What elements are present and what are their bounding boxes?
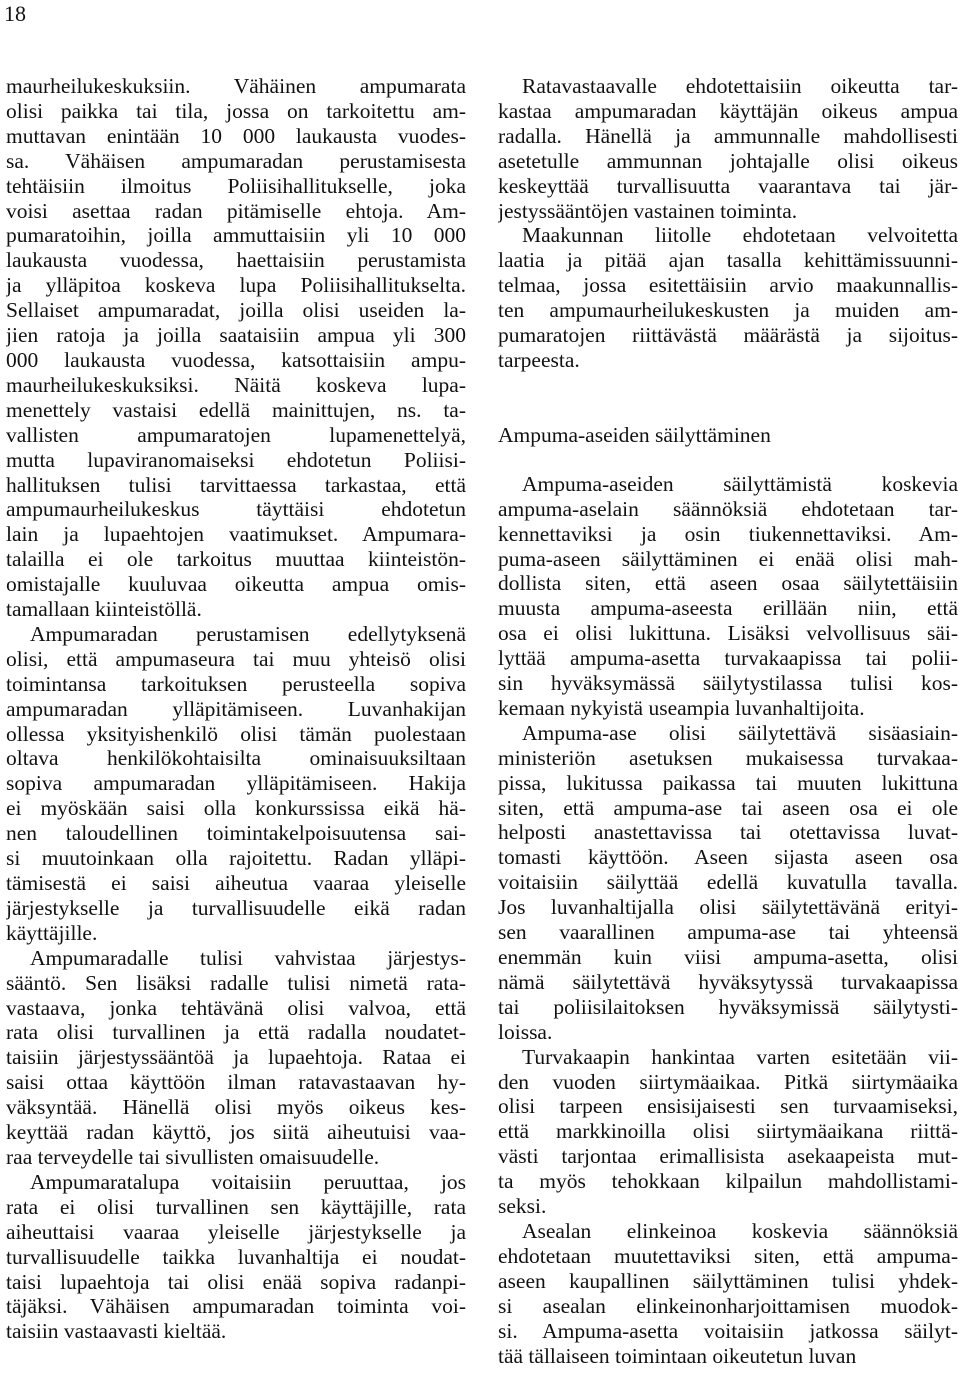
text-line: sopiva ampumaradan ylläpitämiseen. Hakija: [6, 771, 466, 796]
text-line: menettely vastaisi edellä mainittujen, ns. ta-: [6, 397, 466, 422]
text-line: aiheuttaisi vaaraa yleiselle järjestykselle ja: [6, 1219, 466, 1244]
section-heading-text: Ampuma-aseiden säilyttäminen: [498, 422, 771, 447]
text-line: sen vaarallinen ampuma-ase tai yhteensä: [498, 920, 958, 945]
text-line: den vuoden siirtymäaikaa. Pitkä siirtymäaika: [498, 1069, 958, 1094]
text-line: pumaratojen riittävästä määrästä ja sijoitus-: [498, 323, 958, 348]
text-line: muttavan enintään 10 000 laukausta vuodes-: [6, 123, 466, 148]
text-line: olisi paikka tai tila, jossa on tarkoitettu am-: [6, 98, 466, 123]
paragraph: [498, 1219, 958, 1368]
text-line: Ampumaradalle tulisi vahvistaa järjestys-: [30, 945, 466, 970]
text-line: keyttää radan käyttö, jos siitä aiheutuisi vaa-: [6, 1120, 466, 1145]
text-line: nen taloudellinen toimintakelpoisuutensa sai-: [6, 821, 466, 846]
text-line: ja ylläpitoa koskeva lupa Poliisihallitukselta.: [6, 273, 466, 298]
text-line: toimintansa tarkoituksen perusteella sopiva: [6, 671, 466, 696]
paragraph: [6, 74, 466, 622]
text-line: kemaan nykyistä useampia luvanhaltijoita.: [498, 695, 865, 720]
right-column: [498, 74, 958, 1368]
text-line: voisi asettaa radan pitämiselle ehtoja. Am-: [6, 198, 466, 223]
text-line: keskeyttää turvallisuutta vaarantava tai jär-: [498, 173, 958, 198]
text-line: si. Ampuma-asetta voitaisiin jatkossa säilyt-: [498, 1318, 958, 1343]
text-line: rata ei olisi turvallinen sen käyttäjille, rata: [6, 1194, 466, 1219]
text-line: västi tarjontaa erimallisista asekaapeista mut-: [498, 1144, 958, 1169]
text-line: ehdotetaan muutettaviksi siten, että ampuma-: [498, 1243, 958, 1268]
text-line: kastaa ampumaradan käyttäjän oikeus ampua: [498, 98, 958, 123]
text-line: siten, että ampuma-ase tai aseen osa ei ole: [498, 795, 958, 820]
text-line: Turvakaapin hankintaa varten esitetään vii-: [522, 1044, 958, 1069]
right-column-bottom: [498, 472, 958, 1369]
text-line: tomasti käyttöön. Aseen sijasta aseen osa: [498, 845, 958, 870]
text-line: taisiin järjestyssääntöä ja lupaehtoja. Rataa ei: [6, 1045, 466, 1070]
text-line: Jos luvanhaltijalla olisi säilytettävänä erityi-: [498, 895, 958, 920]
text-line: talailla ei ole tarkoitus muuttaa kiinteistön-: [6, 547, 466, 572]
text-line: helposti anastettavissa tai otettavissa luvat-: [498, 820, 958, 845]
paragraph: [498, 721, 958, 1045]
text-line: hallituksen tulisi tarvittaessa tarkastaa, että: [6, 472, 466, 497]
text-line: tää tällaiseen toimintaan oikeutetun luvan: [498, 1343, 857, 1368]
text-line: 000 laukausta vuodessa, katsottaisiin ampu-: [6, 347, 466, 372]
text-line: käyttäjille.: [6, 920, 98, 945]
text-line: jien ratoja ja joilla saataisiin ampua yli 300: [6, 323, 466, 348]
text-line: vallisten ampumaratojen lupamenettelyä,: [6, 422, 466, 447]
text-line: muusta ampuma-aseesta erillään niin, että: [498, 596, 958, 621]
paragraph: [6, 1170, 466, 1344]
text-line: lain ja lupaehtojen vaatimukset. Ampumara-: [6, 522, 466, 547]
text-line: Maakunnan liitolle ehdotetaan velvoitetta: [522, 223, 958, 248]
text-line: nämä säilytettävä hyväksytyssä turvakaapissa: [498, 969, 958, 994]
text-line: radalla. Hänellä ja ammunnalle mahdollisesti: [498, 123, 958, 148]
text-line: tarpeesta.: [498, 347, 580, 372]
text-line: tehtäisiin ilmoitus Poliisihallitukselle, joka: [6, 173, 466, 198]
text-line: Ratavastaavalle ehdotettaisiin oikeutta tar-: [522, 74, 958, 98]
text-line: raa terveydelle tai sivullisten omaisuudelle.: [6, 1144, 380, 1169]
text-line: seksi.: [498, 1194, 547, 1219]
text-line: sin hyväksymässä säilytystilassa tulisi kos-: [498, 671, 958, 696]
text-line: täjäksi. Vähäisen ampumaradan toiminta voi-: [6, 1294, 466, 1319]
paragraph: [498, 1045, 958, 1219]
text-line: ampumaurheilukeskus täyttäisi ehdotetun: [6, 497, 466, 522]
text-line: väksyntää. Hänellä olisi myös oikeus kes-: [6, 1095, 466, 1120]
text-line: loissa.: [498, 1019, 553, 1044]
text-line: pissa, lukitussa paikassa tai muuten lukittuna: [498, 770, 958, 795]
text-line: osa ei olisi lukittuna. Lisäksi velvollisuus säi-: [498, 621, 958, 646]
text-line: järjestykselle ja turvallisuudelle eikä radan: [6, 895, 466, 920]
text-line: laatia ja pitää ajan tasalla kehittämissuunni-: [498, 248, 958, 273]
paragraph: [6, 946, 466, 1170]
text-line: si muutoinkaan olla rajoitettu. Radan ylläpi-: [6, 846, 466, 871]
text-line: mutta lupaviranomaiseksi ehdotetun Poliisi-: [6, 447, 466, 472]
text-line: oltava henkilökohtaisilta ominaisuuksiltaan: [6, 746, 466, 771]
paragraph: [498, 223, 958, 372]
text-line: ampumaradan ylläpitämiseen. Luvanhakijan: [6, 696, 466, 721]
text-line: dollista siten, että aseen osaa säilytettäisiin: [498, 571, 958, 596]
text-line: saisi ottaa käyttöön ilman ratavastaavan hy-: [6, 1070, 466, 1095]
text-line: sääntö. Sen lisäksi radalle tulisi nimetä rata-: [6, 970, 466, 995]
text-line: ta myös tehokkaan kilpailun mahdollistami-: [498, 1169, 958, 1194]
paragraph: [498, 74, 958, 223]
text-line: Ampuma-aseiden säilyttämistä koskevia: [522, 471, 958, 496]
text-line: lyttää ampuma-asetta turvakaapissa tai polii-: [498, 646, 958, 671]
text-line: tamallaan kiinteistöllä.: [6, 597, 202, 622]
text-line: vastaava, jonka tehtävänä olisi valvoa, että: [6, 995, 466, 1020]
text-line: sa. Vähäisen ampumaradan perustamisesta: [6, 148, 466, 173]
text-line: että markkinoilla olisi siirtymäaikana riittä-: [498, 1119, 958, 1144]
text-line: turvallisuudelle taikka luvanhaltija ei noudat-: [6, 1244, 466, 1269]
text-line: taisiin vastaavasti kieltää.: [6, 1319, 227, 1344]
text-line: olisi tarpeen ensisijaisesti sen turvaamiseksi,: [498, 1094, 958, 1119]
paragraph: [498, 472, 958, 721]
text-line: asetetulle ammunnan johtajalle olisi oikeus: [498, 148, 958, 173]
text-line: Ampumaratalupa voitaisiin peruuttaa, jos: [30, 1169, 466, 1194]
text-line: Sellaiset ampumaradat, joilla olisi useiden la-: [6, 298, 466, 323]
text-line: puma-aseen säilyttäminen ei enää olisi mah-: [498, 546, 958, 571]
text-line: rata olisi turvallinen ja että radalla noudatet-: [6, 1020, 466, 1045]
text-line: olisi, että ampumaseura tai muu yhteisö olisi: [6, 646, 466, 671]
text-line: tai poliisilaitoksen hyväksymissä säilytysti-: [498, 994, 958, 1019]
text-line: Ampuma-ase olisi säilytettävä sisäasiain-: [522, 720, 958, 745]
text-line: voitaisiin säilyttää edellä kuvatulla tavalla.: [498, 870, 958, 895]
right-column-top: [498, 74, 958, 373]
text-line: Asealan elinkeinoa koskevia säännöksiä: [522, 1218, 958, 1243]
paragraph: [6, 622, 466, 946]
text-line: maurheilukeskuksiin. Vähäinen ampumarata: [6, 74, 466, 98]
text-line: omistajalle kuuluvaa oikeutta ampua omis-: [6, 572, 466, 597]
section-heading: [498, 423, 958, 448]
text-line: jestyssääntöjen vastainen toiminta.: [498, 198, 798, 223]
text-line: taisi lupaehtoja tai olisi enää sopiva radanpi-: [6, 1269, 466, 1294]
text-line: ministeriön asetuksen mukaisessa turvakaa-: [498, 745, 958, 770]
text-line: ollessa yksityishenkilö olisi tämän puolestaan: [6, 721, 466, 746]
text-line: ampuma-aselain säännöksiä ehdotetaan tar-: [498, 496, 958, 521]
left-column: [6, 74, 466, 1344]
text-line: si asealan elinkeinonharjoittamisen muodok-: [498, 1293, 958, 1318]
text-line: ten ampumaurheilukeskusten ja muiden am-: [498, 298, 958, 323]
text-line: kennettaviksi ja osin tiukennettaviksi. Am-: [498, 521, 958, 546]
page-number: 18: [4, 1, 26, 26]
text-line: laukausta vuodessa, haettaisiin perustamista: [6, 248, 466, 273]
text-line: pumaratoihin, joilla ammuttaisiin yli 10 000: [6, 223, 466, 248]
text-line: tämisestä ei saisi aiheutua vaaraa yleiselle: [6, 871, 466, 895]
text-line: telmaa, jossa esitettäisiin arvio maakunnallis-: [498, 273, 958, 298]
text-line: ei myöskään saisi olla konkurssissa eikä hä-: [6, 796, 466, 821]
text-line: aseen kaupallinen säilyttäminen tulisi yhdek-: [498, 1268, 958, 1293]
text-line: maurheilukeskuksiksi. Näitä koskeva lupa-: [6, 372, 466, 397]
text-line: enemmän kuin viisi ampuma-asetta, olisi: [498, 945, 958, 969]
text-line: Ampumaradan perustamisen edellytyksenä: [30, 621, 466, 646]
